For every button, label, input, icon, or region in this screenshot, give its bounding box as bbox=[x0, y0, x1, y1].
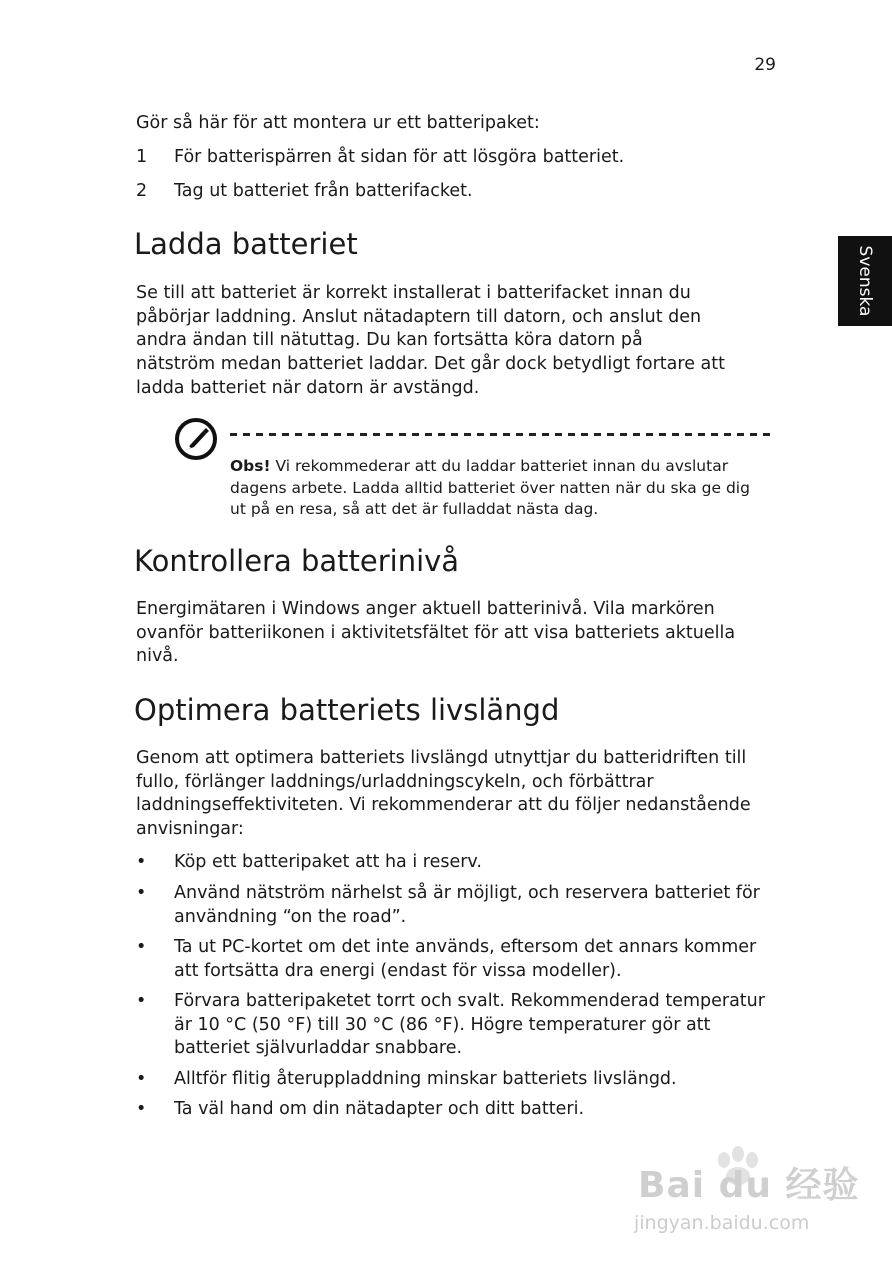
bullet-item bbox=[136, 1068, 786, 1092]
bullet-text: Förvara batteripaketet torrt och svalt. Rekommenderad temperatur är 10 °C (50 °F) till 30 °C (86 °F). Högre temperaturer gör att batteriet självurladdar snabbare. bbox=[174, 991, 765, 1059]
language-side-tab bbox=[838, 236, 892, 326]
step-number: 2 bbox=[136, 181, 148, 201]
bullet-item bbox=[136, 1098, 786, 1122]
bullet-symbol: • bbox=[136, 937, 147, 957]
bullet-text: Använd nätström närhelst så är möjligt, och reservera batteriet för användning “on the road”. bbox=[174, 883, 760, 927]
watermark-logo: Bai du 经验 bbox=[638, 1165, 860, 1206]
watermark-url: jingyan.baidu.com bbox=[634, 1212, 810, 1234]
side-tab-label: Svenska bbox=[855, 245, 875, 317]
bullet-symbol: • bbox=[136, 852, 147, 872]
note-text bbox=[230, 456, 755, 521]
bullet-text: Köp ett batteripaket att ha i reserv. bbox=[174, 852, 482, 872]
bullet-item bbox=[136, 936, 786, 983]
step-number: 1 bbox=[136, 147, 148, 167]
note-divider bbox=[230, 433, 776, 436]
note-label: Obs! bbox=[230, 457, 271, 475]
step-text: För batterispärren åt sidan för att lösgöra batteriet. bbox=[174, 147, 625, 167]
bullet-item bbox=[136, 851, 786, 875]
section-heading-optimera: Optimera batteriets livslängd bbox=[134, 693, 560, 727]
bullet-item bbox=[136, 882, 786, 929]
step-text: Tag ut batteriet från batterifacket. bbox=[174, 181, 473, 201]
baidu-watermark bbox=[630, 1146, 860, 1250]
bullet-symbol: • bbox=[136, 883, 147, 903]
bullet-symbol: • bbox=[136, 991, 147, 1011]
section-body-kontrollera: Energimätaren i Windows anger aktuell batterinivå. Vila markören ovanför batteriikonen i aktivitetsfältet för att visa batteriets aktuella nivå. bbox=[136, 599, 736, 667]
page-number: 29 bbox=[754, 55, 776, 75]
bullet-text: Alltför flitig återuppladdning minskar batteriets livslängd. bbox=[174, 1069, 677, 1089]
numbered-step bbox=[136, 146, 786, 170]
intro-text: Gör så här för att montera ur ett batteripaket: bbox=[136, 113, 540, 133]
section-body-optimera: Genom att optimera batteriets livslängd utnyttjar du batteridriften till fullo, förlänger laddnings/urladdningscykeln, och förbättrar laddningseffektiviteten. Vi rekommenderar att du följer nedanstående anvisningar: bbox=[136, 748, 751, 840]
bullet-item bbox=[136, 990, 786, 1061]
section-body-ladda: Se till att batteriet är korrekt installerat i batterifacket innan du påbörjar laddning. Anslut nätadaptern till datorn, och anslut den andra ändan till nätuttag. Du kan fortsätta köra datorn på nätström medan batteriet laddar. Det går dock betydligt fortare att ladda batteriet när datorn är avstängd. bbox=[136, 283, 725, 398]
note-pencil-icon bbox=[174, 417, 218, 461]
section-heading-ladda: Ladda batteriet bbox=[134, 227, 358, 261]
section-heading-kontrollera: Kontrollera batterinivå bbox=[134, 544, 460, 578]
bullet-text: Ta väl hand om din nätadapter och ditt batteri. bbox=[174, 1099, 585, 1119]
bullet-symbol: • bbox=[136, 1069, 147, 1089]
numbered-step bbox=[136, 180, 786, 204]
bullet-text: Ta ut PC-kortet om det inte används, eftersom det annars kommer att fortsätta dra energi (endast för vissa modeller). bbox=[174, 937, 757, 981]
bullet-symbol: • bbox=[136, 1099, 147, 1119]
note-body: Vi rekommederar att du laddar batteriet innan du avslutar dagens arbete. Ladda alltid batteriet över natten när du ska ge dig ut på en resa, så att det är fulladdat nästa dag. bbox=[230, 457, 750, 518]
